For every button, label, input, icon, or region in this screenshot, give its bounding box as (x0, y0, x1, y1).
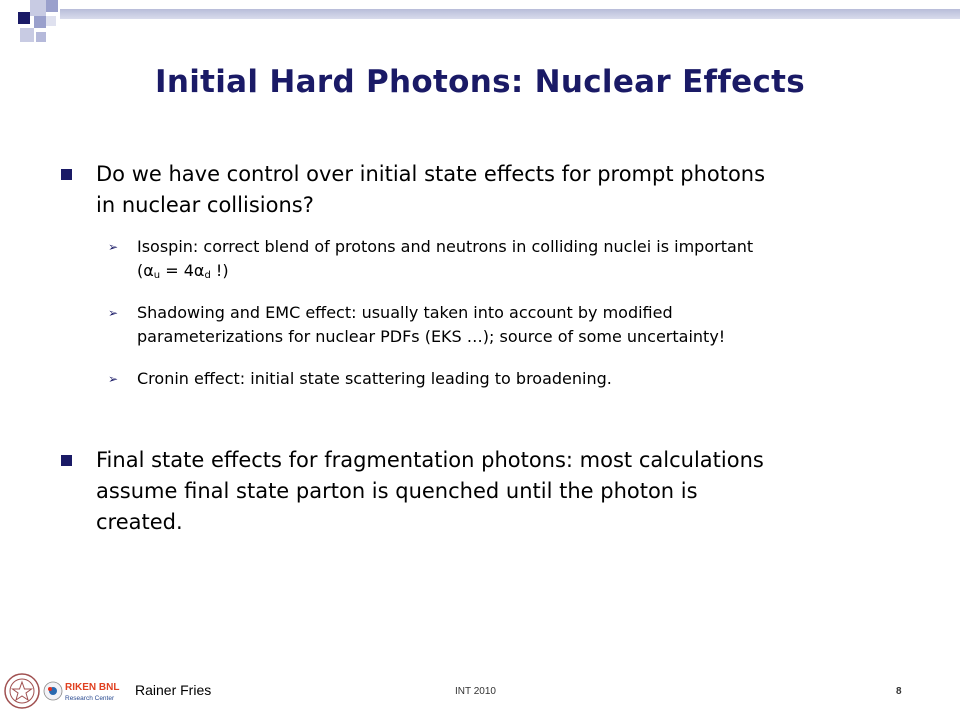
bullet-text: Do we have control over initial state effects for prompt photons in nuclear collisions? (96, 162, 766, 217)
page-number: 8 (896, 686, 902, 697)
deco-square-light (30, 0, 46, 16)
footer-event: INT 2010 (455, 686, 496, 697)
deco-square-dark (18, 12, 30, 24)
slide-title: Initial Hard Photons: Nuclear Effects (154, 64, 806, 100)
sub-bullet-text: Cronin effect: initial state scattering leading to broadening. (137, 369, 612, 388)
deco-square-mid (46, 0, 58, 12)
sub-bullet-text: Isospin: correct blend of protons and neutrons in colliding nuclei is important ($\alpha_u = 4\alpha_d$ !) (137, 237, 754, 281)
svg-text:RIKEN BNL: RIKEN BNL (65, 682, 120, 693)
university-seal-logo (3, 672, 41, 710)
sub-bullet-arrow-icon: ➢ (108, 372, 119, 386)
svg-text:Research Center: Research Center (65, 695, 115, 702)
sub-bullet-arrow-icon: ➢ (108, 240, 119, 254)
sub-bullet-text: Shadowing and EMC effect: usually taken into account by modified parameterizations for nuclear PDFs (EKS …); source of some uncertainty! (137, 303, 726, 346)
riken-bnl-logo (43, 676, 125, 706)
sub-bullet-arrow-icon: ➢ (108, 306, 119, 320)
deco-square-light (20, 28, 34, 42)
header-band (60, 9, 960, 19)
deco-square-light (46, 16, 56, 26)
bullet-marker (61, 455, 72, 466)
bullet-text: Final state effects for fragmentation photons: most calculations assume final state parton is quenched until the photon is created. (96, 448, 764, 534)
bullet-marker (61, 169, 72, 180)
deco-square-mid (36, 32, 46, 42)
footer-author: Rainer Fries (135, 682, 212, 698)
deco-square-mid (34, 16, 46, 28)
